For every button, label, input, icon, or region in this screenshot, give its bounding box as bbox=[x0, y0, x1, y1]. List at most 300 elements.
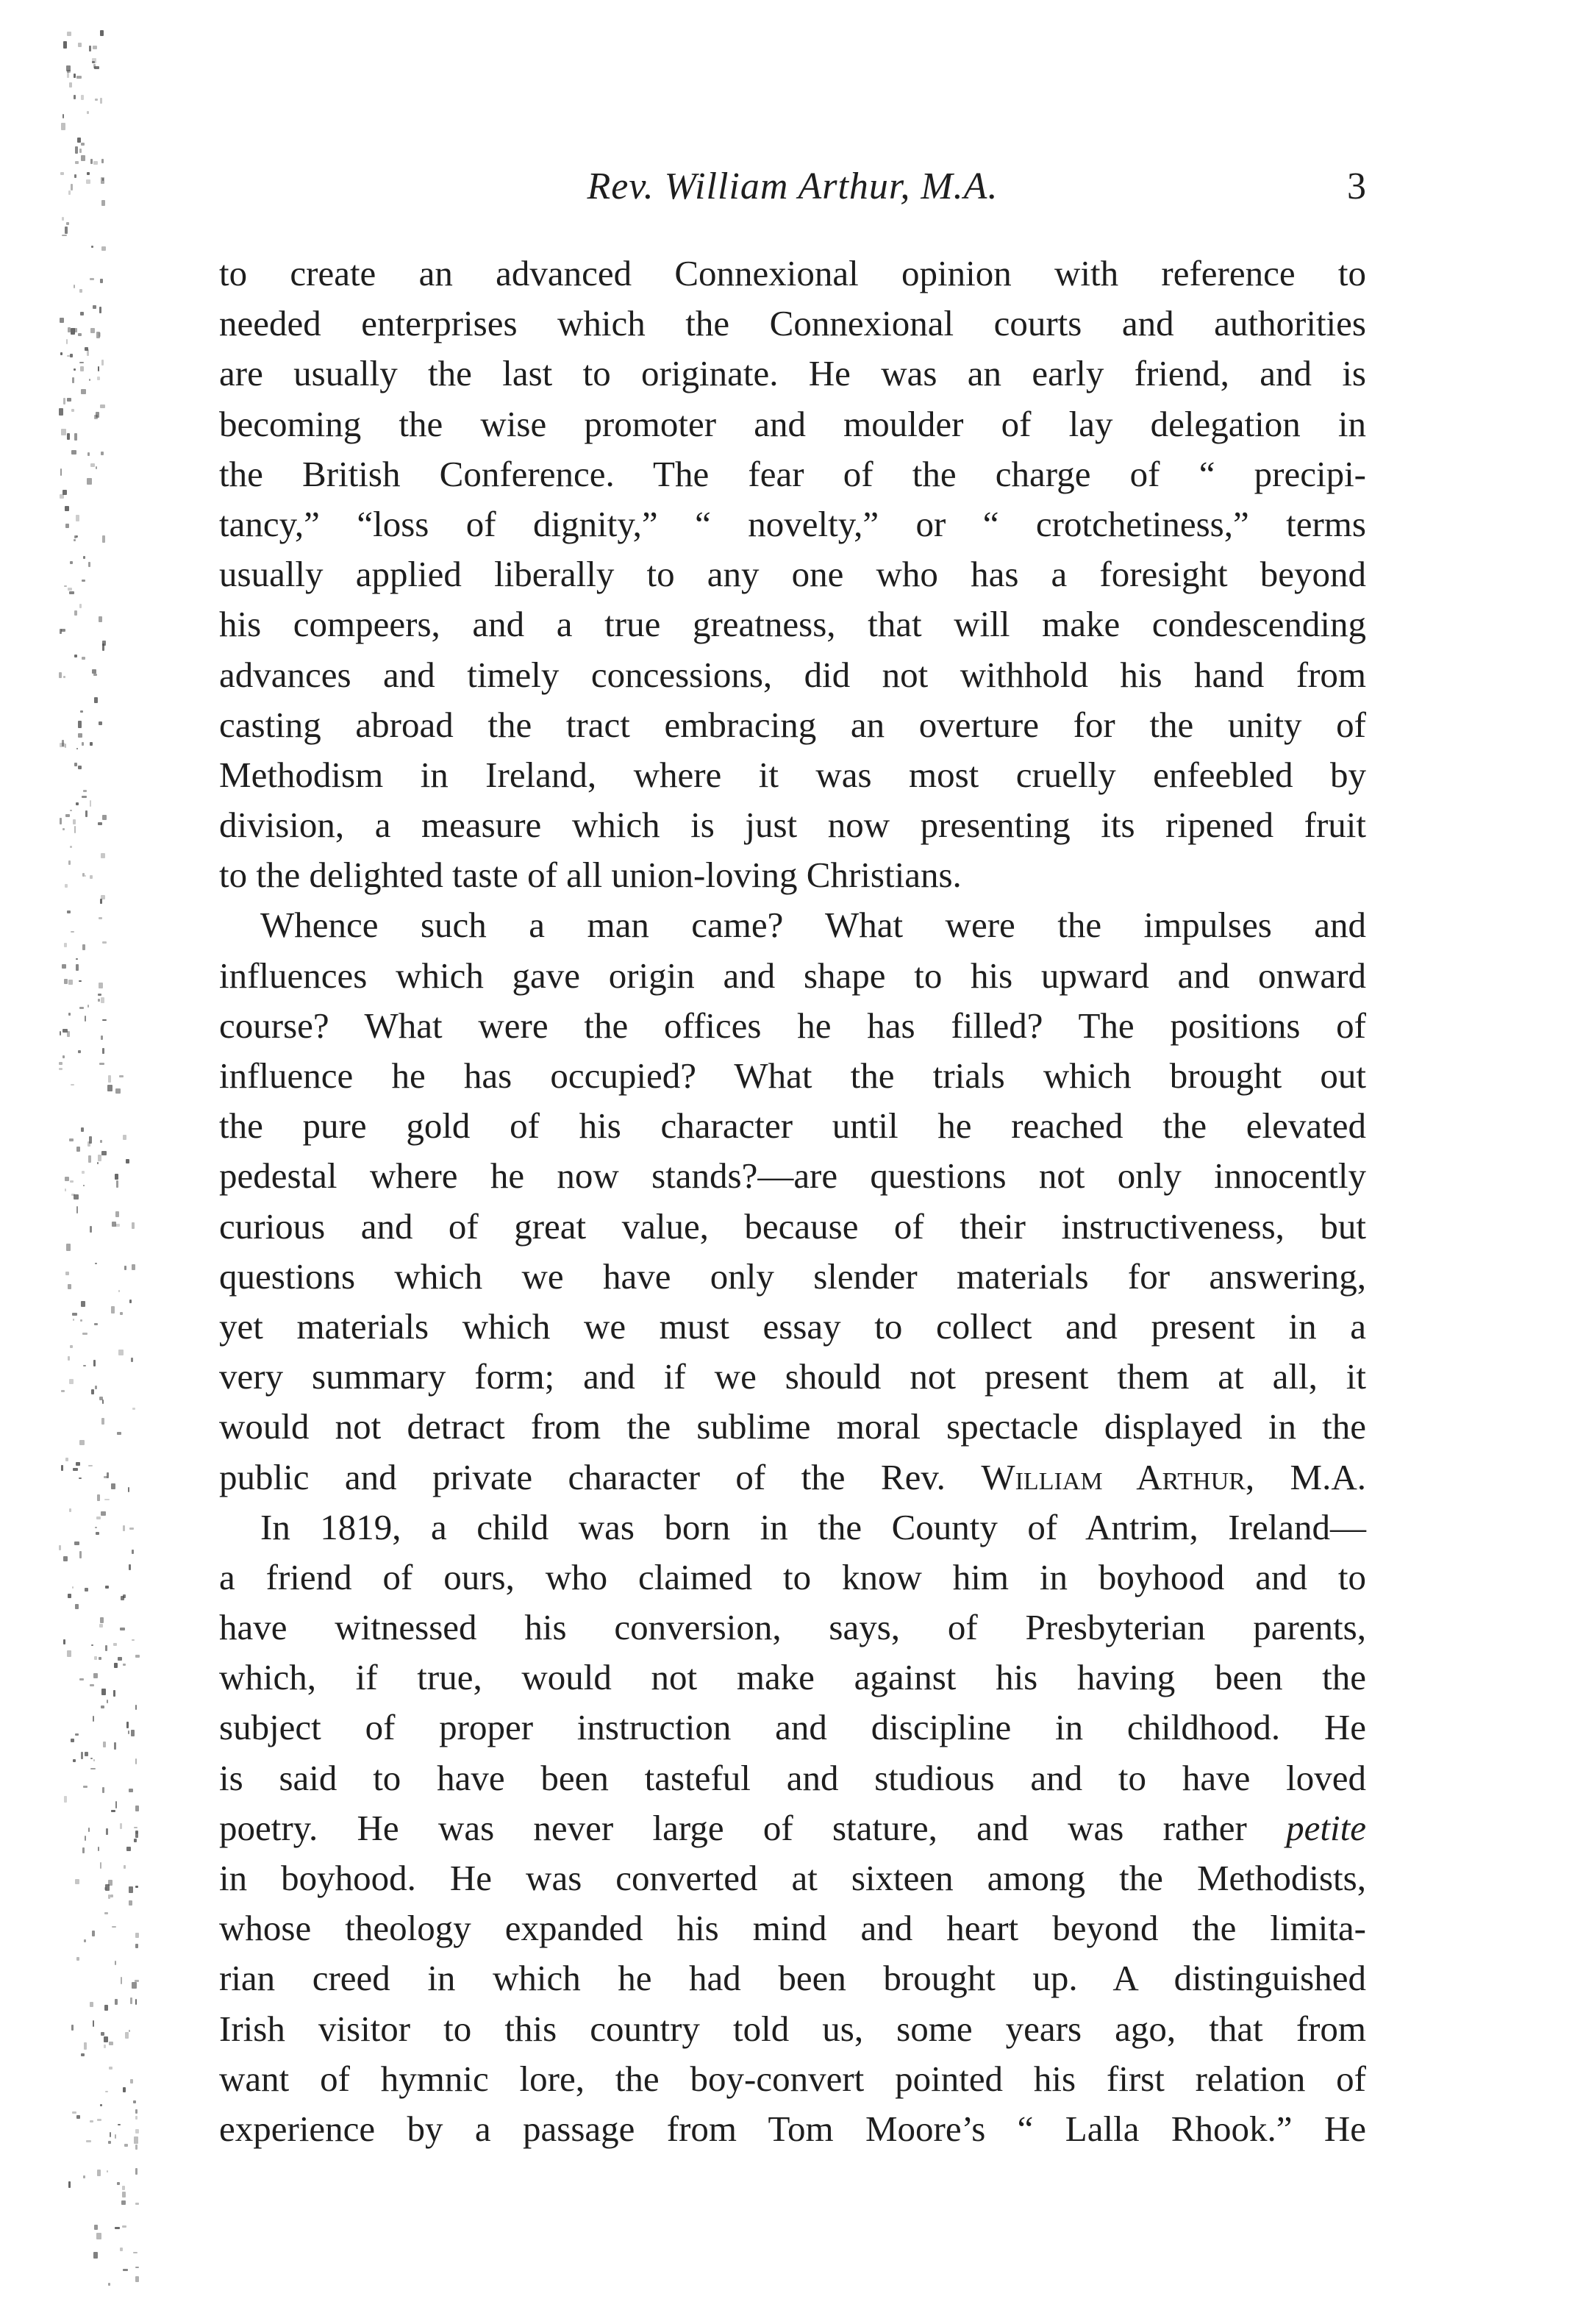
text-line: influences which gave origin and shape to his upward and onward bbox=[219, 955, 1366, 996]
scan-speck bbox=[67, 433, 69, 440]
scan-speck bbox=[133, 2100, 135, 2103]
scan-speck bbox=[87, 111, 89, 114]
scan-speck bbox=[92, 669, 96, 673]
scan-speck bbox=[98, 366, 100, 371]
scan-speck bbox=[65, 1188, 67, 1191]
scan-speck bbox=[70, 1180, 74, 1183]
scan-speck bbox=[60, 494, 64, 499]
text-line: would not detract from the sublime moral spectacle displayed in the bbox=[219, 1406, 1366, 1447]
scan-speck bbox=[122, 2192, 126, 2198]
scan-speck bbox=[135, 2168, 137, 2175]
scan-speck bbox=[98, 999, 99, 1002]
scan-speck bbox=[90, 463, 96, 468]
scan-speck bbox=[74, 328, 77, 332]
scan-speck bbox=[134, 1827, 137, 1828]
scan-speck bbox=[73, 819, 76, 824]
scan-speck bbox=[103, 1742, 106, 1747]
scan-speck bbox=[118, 2124, 121, 2126]
scan-speck bbox=[94, 697, 98, 704]
scan-speck bbox=[61, 123, 66, 130]
scan-speck bbox=[95, 1263, 97, 1264]
scan-speck bbox=[61, 1465, 63, 1471]
scan-speck bbox=[63, 676, 65, 678]
scan-speck bbox=[94, 2225, 99, 2230]
scan-speck bbox=[124, 2144, 129, 2147]
scan-speck bbox=[107, 1700, 108, 1703]
scan-speck bbox=[91, 1644, 93, 1646]
scan-speck bbox=[73, 1319, 74, 1322]
scan-speck bbox=[68, 327, 71, 332]
scan-speck bbox=[65, 524, 69, 528]
scan-speck bbox=[112, 1926, 116, 1928]
scan-speck bbox=[74, 174, 76, 177]
scan-speck bbox=[85, 1836, 86, 1841]
scan-speck bbox=[132, 1982, 137, 1989]
scan-speck bbox=[90, 328, 96, 333]
scan-speck bbox=[93, 2020, 95, 2027]
scan-speck bbox=[107, 1472, 109, 1478]
scan-speck bbox=[120, 2248, 123, 2251]
scan-speck bbox=[75, 1879, 79, 1884]
scan-speck bbox=[74, 610, 77, 616]
scan-speck bbox=[83, 556, 86, 558]
scan-speck bbox=[108, 2141, 111, 2145]
scan-speck bbox=[65, 1177, 69, 1182]
scan-speck bbox=[90, 2120, 93, 2122]
scan-speck bbox=[93, 305, 96, 309]
scan-speck bbox=[87, 1141, 90, 1147]
text-line: to create an advanced Connexional opinion with reference to bbox=[219, 253, 1366, 293]
scan-speck bbox=[107, 2170, 108, 2172]
scan-speck bbox=[105, 2091, 108, 2093]
text-line: a friend of ours, who claimed to know him in boyhood and to bbox=[219, 1556, 1366, 1597]
scan-speck bbox=[80, 710, 82, 713]
scan-speck bbox=[71, 184, 73, 190]
scan-speck bbox=[135, 2129, 139, 2134]
scan-speck bbox=[104, 2045, 105, 2048]
scan-speck bbox=[96, 1532, 99, 1535]
scan-speck bbox=[84, 1939, 85, 1942]
scan-speck bbox=[95, 1527, 96, 1528]
scan-speck bbox=[76, 2115, 80, 2119]
scan-speck bbox=[130, 1997, 132, 2004]
scan-speck bbox=[135, 1944, 138, 1948]
scan-speck bbox=[81, 143, 85, 146]
scan-speck bbox=[101, 853, 105, 858]
scan-speck bbox=[65, 1272, 69, 1275]
scan-speck bbox=[135, 1831, 138, 1834]
scan-speck bbox=[115, 1961, 116, 1965]
scan-speck bbox=[94, 1323, 98, 1325]
text-line: which, if true, would not make against his having been the bbox=[219, 1657, 1366, 1698]
scan-speck bbox=[93, 1759, 96, 1761]
scan-speck bbox=[66, 339, 68, 344]
scan-speck bbox=[98, 1155, 101, 1162]
text-line: division, a measure which is just now presenting its ripened fruit bbox=[219, 805, 1366, 846]
scan-speck bbox=[86, 179, 90, 183]
scan-speck bbox=[94, 1656, 97, 1660]
scan-speck bbox=[123, 2269, 128, 2271]
scan-speck bbox=[81, 155, 85, 161]
scan-speck bbox=[82, 944, 85, 951]
text-line: Methodism in Ireland, where it was most cruelly enfeebled by bbox=[219, 754, 1366, 795]
text-line: becoming the wise promoter and moulder of lay delegation in bbox=[219, 403, 1366, 444]
scan-speck bbox=[110, 2132, 111, 2137]
text-line: needed enterprises which the Connexional courts and authorities bbox=[219, 303, 1366, 344]
scan-speck bbox=[62, 1055, 65, 1058]
scan-speck bbox=[70, 810, 72, 811]
scan-speck bbox=[87, 349, 89, 356]
scan-speck bbox=[67, 910, 71, 913]
scan-speck bbox=[123, 1135, 126, 1140]
scan-speck bbox=[84, 2042, 87, 2049]
scan-speck bbox=[90, 1758, 93, 1759]
scan-speck bbox=[97, 1162, 99, 1164]
scan-speck bbox=[98, 1847, 100, 1850]
scan-speck bbox=[79, 362, 85, 363]
scan-speck bbox=[67, 355, 69, 357]
scan-speck bbox=[95, 99, 99, 101]
scan-speck bbox=[115, 1088, 121, 1094]
scan-speck bbox=[79, 1007, 84, 1009]
scan-speck bbox=[101, 246, 106, 252]
scan-speck bbox=[82, 742, 84, 746]
text-line-with-italic bbox=[219, 1803, 1366, 1853]
scan-speck bbox=[119, 1075, 124, 1077]
scan-speck bbox=[102, 644, 104, 651]
scan-speck bbox=[67, 1650, 71, 1658]
scan-speck bbox=[81, 95, 84, 99]
scan-speck bbox=[100, 404, 105, 408]
scan-speck bbox=[101, 159, 104, 163]
scan-speck bbox=[87, 1005, 89, 1007]
scan-speck bbox=[90, 1684, 94, 1686]
scan-speck bbox=[101, 452, 104, 456]
scan-speck bbox=[100, 98, 102, 104]
text-fragment: poetry. He was never large of stature, and was rather bbox=[219, 1807, 1247, 1848]
scan-speck bbox=[113, 1690, 115, 1697]
scan-speck bbox=[68, 980, 73, 985]
scan-speck bbox=[101, 1511, 106, 1516]
scan-speck bbox=[93, 1360, 96, 1366]
scan-speck bbox=[78, 733, 83, 738]
text-line: usually applied liberally to any one who has a foresight beyond bbox=[219, 554, 1366, 595]
scan-speck bbox=[115, 2134, 116, 2138]
text-line: to the delighted taste of all union-loving Christians. bbox=[219, 855, 962, 896]
scan-speck bbox=[114, 1742, 117, 1749]
scan-speck bbox=[97, 2119, 101, 2122]
scan-speck bbox=[132, 1222, 135, 1228]
scan-speck bbox=[82, 1847, 85, 1854]
scan-speck bbox=[132, 1550, 135, 1554]
scan-speck bbox=[101, 1689, 105, 1695]
scan-speck bbox=[71, 409, 74, 413]
scan-speck bbox=[90, 742, 93, 745]
scan-speck bbox=[89, 379, 91, 382]
scan-speck bbox=[104, 1499, 109, 1501]
scan-speck bbox=[65, 814, 69, 818]
scan-speck bbox=[70, 846, 72, 848]
scan-speck bbox=[64, 585, 67, 587]
scan-speck bbox=[131, 1358, 133, 1362]
scan-speck bbox=[63, 41, 67, 49]
scan-speck bbox=[135, 1655, 140, 1658]
scan-speck bbox=[135, 1980, 139, 1983]
scan-speck bbox=[76, 1957, 79, 1961]
scan-speck bbox=[66, 222, 69, 225]
scan-speck bbox=[90, 278, 94, 280]
scan-speck bbox=[60, 352, 62, 355]
scan-speck bbox=[68, 588, 72, 591]
scan-speck bbox=[132, 1264, 135, 1271]
scan-speck bbox=[68, 2181, 71, 2188]
scan-speck bbox=[99, 1657, 101, 1660]
scan-speck bbox=[66, 1244, 71, 1250]
scan-speck bbox=[72, 1586, 74, 1589]
scan-speck bbox=[72, 1313, 76, 1316]
scan-speck bbox=[126, 1722, 128, 1728]
scan-speck bbox=[78, 333, 82, 335]
scan-speck bbox=[93, 674, 97, 676]
scan-speck bbox=[122, 2225, 126, 2228]
scan-speck bbox=[71, 450, 76, 455]
scan-speck bbox=[101, 2032, 104, 2036]
scan-speck bbox=[92, 61, 95, 63]
scan-speck bbox=[115, 1174, 118, 1180]
scan-speck bbox=[121, 2200, 126, 2205]
text-line: In 1819, a child was born in the County of Antrim, Ireland— bbox=[260, 1506, 1366, 1547]
scan-speck bbox=[101, 1418, 104, 1425]
scan-speck bbox=[79, 149, 82, 153]
scan-speck bbox=[62, 828, 65, 830]
scan-speck bbox=[123, 2087, 125, 2092]
scan-speck bbox=[99, 307, 101, 313]
scan-speck bbox=[100, 899, 102, 903]
scan-speck bbox=[85, 1016, 86, 1022]
scan-speck bbox=[107, 1085, 112, 1091]
scan-speck bbox=[85, 875, 86, 877]
scan-speck bbox=[65, 744, 66, 748]
binding-gutter bbox=[44, 29, 140, 2309]
scan-speck bbox=[91, 246, 93, 248]
scan-speck bbox=[113, 1643, 118, 1646]
scan-speck bbox=[81, 1301, 85, 1307]
scan-speck bbox=[101, 200, 105, 205]
scan-speck bbox=[135, 1999, 137, 2005]
scan-speck bbox=[120, 1312, 123, 1315]
scan-speck bbox=[59, 1068, 62, 1070]
scan-speck bbox=[101, 360, 103, 366]
scan-speck bbox=[105, 1884, 110, 1890]
scan-speck bbox=[98, 822, 102, 825]
scan-speck bbox=[60, 1031, 61, 1035]
scan-speck bbox=[112, 1222, 116, 1227]
scan-speck bbox=[61, 1390, 65, 1392]
scan-speck bbox=[74, 368, 76, 371]
scan-speck bbox=[102, 1019, 107, 1021]
scan-speck bbox=[90, 1226, 92, 1233]
scan-speck bbox=[74, 95, 76, 99]
scan-speck bbox=[75, 1604, 79, 1609]
scan-speck bbox=[99, 1624, 103, 1628]
scan-speck bbox=[135, 2116, 137, 2120]
scan-speck bbox=[93, 2252, 98, 2259]
scan-speck bbox=[99, 332, 101, 337]
scan-speck bbox=[78, 1050, 80, 1053]
scan-speck bbox=[129, 1789, 133, 1792]
scan-speck bbox=[85, 1752, 89, 1756]
scan-speck bbox=[99, 616, 101, 622]
scan-speck bbox=[129, 2030, 130, 2032]
page-header bbox=[219, 160, 1366, 213]
text-line: in boyhood. He was converted at sixteen among the Methodists, bbox=[219, 1858, 1366, 1898]
scan-speck bbox=[117, 2182, 120, 2185]
scan-speck bbox=[67, 70, 70, 73]
scan-speck bbox=[68, 1594, 72, 1598]
scan-speck bbox=[135, 1705, 137, 1711]
scan-speck bbox=[135, 1806, 139, 1811]
scan-speck bbox=[115, 1999, 118, 2005]
scan-speck bbox=[67, 1031, 70, 1037]
person-name: William Arthur bbox=[981, 1456, 1246, 1497]
text-line: experience by a passage from Tom Moore’s “ Lalla Rhook.” He bbox=[219, 2108, 1366, 2149]
scan-speck bbox=[76, 1147, 80, 1152]
scan-speck bbox=[99, 983, 103, 988]
scan-speck bbox=[59, 1545, 61, 1550]
scan-speck bbox=[87, 452, 90, 456]
scan-speck bbox=[81, 389, 86, 394]
scan-speck bbox=[102, 1787, 104, 1793]
text-line: pedestal where he now stands?—are questions not only innocently bbox=[219, 1155, 1366, 1197]
scan-speck bbox=[79, 980, 82, 982]
text-line: Whence such a man came? What were the impulses and bbox=[260, 905, 1366, 946]
scan-speck bbox=[88, 562, 90, 566]
scan-speck bbox=[74, 285, 76, 288]
text-line: are usually the last to originate. He was an early friend, and is bbox=[219, 353, 1366, 394]
scan-speck bbox=[64, 979, 68, 984]
running-head: Rev. William Arthur, M.A. bbox=[587, 165, 998, 207]
scan-speck bbox=[71, 1194, 75, 1197]
scan-speck bbox=[63, 398, 65, 404]
scan-speck bbox=[79, 604, 81, 608]
scan-speck bbox=[99, 917, 102, 919]
scan-speck bbox=[111, 1483, 115, 1489]
scan-speck bbox=[81, 1752, 83, 1759]
scan-speck bbox=[74, 433, 77, 440]
scan-speck bbox=[74, 763, 76, 766]
scan-speck bbox=[62, 964, 65, 969]
scan-speck bbox=[79, 1551, 82, 1558]
text-line: rian creed in which he had been brought up. A distinguished bbox=[219, 1958, 1366, 1999]
scan-speck bbox=[67, 32, 71, 36]
scan-speck bbox=[76, 748, 79, 749]
scan-speck bbox=[90, 875, 93, 879]
text-fragment: , M.A. bbox=[1245, 1456, 1366, 1497]
scan-speck bbox=[129, 1300, 132, 1304]
scan-speck bbox=[65, 506, 69, 511]
scan-speck bbox=[62, 217, 64, 220]
scan-speck bbox=[129, 1900, 132, 1906]
scan-speck bbox=[88, 1155, 92, 1163]
scan-speck bbox=[83, 790, 87, 792]
text-line: questions which we have only slender materials for answering, bbox=[219, 1255, 1366, 1297]
scan-speck bbox=[129, 1564, 132, 1570]
scan-speck bbox=[69, 1379, 73, 1385]
scan-speck bbox=[95, 1386, 97, 1390]
scan-speck bbox=[101, 1151, 107, 1155]
scan-speck bbox=[132, 1639, 135, 1641]
scan-speck bbox=[82, 657, 85, 659]
scan-speck bbox=[122, 2186, 125, 2190]
scan-speck bbox=[73, 1759, 76, 1761]
scan-speck bbox=[67, 398, 71, 402]
scan-speck bbox=[101, 1705, 105, 1708]
scan-speck bbox=[128, 1487, 129, 1492]
scan-speck bbox=[118, 1290, 121, 1292]
text-line: yet materials which we must essay to collect and present in a bbox=[219, 1305, 1366, 1347]
scan-speck bbox=[108, 1075, 112, 1083]
scan-speck bbox=[93, 46, 98, 49]
scan-speck bbox=[71, 931, 74, 933]
scan-speck bbox=[90, 159, 93, 164]
scan-speck bbox=[135, 2276, 139, 2282]
scan-speck bbox=[90, 2002, 93, 2007]
scan-speck bbox=[135, 2267, 139, 2268]
scan-speck bbox=[59, 408, 63, 416]
scan-speck bbox=[69, 1138, 73, 1141]
scan-speck bbox=[69, 591, 74, 594]
scan-speck bbox=[118, 1657, 122, 1661]
text-line: the British Conference. The fear of the charge of “ precipi- bbox=[219, 453, 1366, 494]
scan-speck bbox=[101, 1036, 103, 1039]
scan-speck bbox=[76, 802, 78, 805]
scan-speck bbox=[60, 318, 64, 324]
scan-speck bbox=[68, 190, 71, 195]
scan-speck bbox=[88, 1465, 93, 1467]
text-line: is said to have been tasteful and studious and to have loved bbox=[219, 1757, 1366, 1798]
scan-speck bbox=[68, 1284, 71, 1289]
scan-speck bbox=[78, 43, 82, 47]
scan-speck bbox=[76, 1462, 80, 1466]
scan-speck bbox=[133, 2252, 137, 2253]
text-line-with-name bbox=[219, 1452, 1366, 1503]
scan-speck bbox=[93, 1716, 94, 1722]
scan-speck bbox=[100, 2104, 102, 2106]
text-line: tancy,” “loss of dignity,” “ novelty,” or “ crotchetiness,” terms bbox=[219, 503, 1366, 544]
scan-speck bbox=[94, 66, 99, 69]
scan-speck bbox=[81, 1127, 84, 1132]
scan-speck bbox=[82, 796, 87, 799]
scan-speck bbox=[100, 1140, 102, 1143]
scan-speck bbox=[93, 161, 99, 165]
scan-speck bbox=[120, 1823, 122, 1829]
scan-speck bbox=[83, 1786, 88, 1788]
scan-speck bbox=[102, 815, 107, 820]
scan-speck bbox=[105, 1645, 107, 1651]
scan-speck bbox=[129, 1528, 134, 1530]
scan-speck bbox=[104, 2036, 108, 2042]
scan-speck bbox=[135, 1886, 138, 1888]
scan-speck bbox=[100, 279, 104, 283]
scan-speck bbox=[121, 1596, 124, 1600]
scan-speck bbox=[70, 1345, 73, 1348]
text-line: subject of proper instruction and discipline in childhood. He bbox=[219, 1707, 1366, 1748]
scan-speck bbox=[104, 2005, 108, 2011]
scan-speck bbox=[106, 1828, 108, 1835]
scan-speck bbox=[102, 941, 107, 944]
scan-speck bbox=[72, 377, 75, 383]
scan-speck bbox=[60, 468, 62, 476]
